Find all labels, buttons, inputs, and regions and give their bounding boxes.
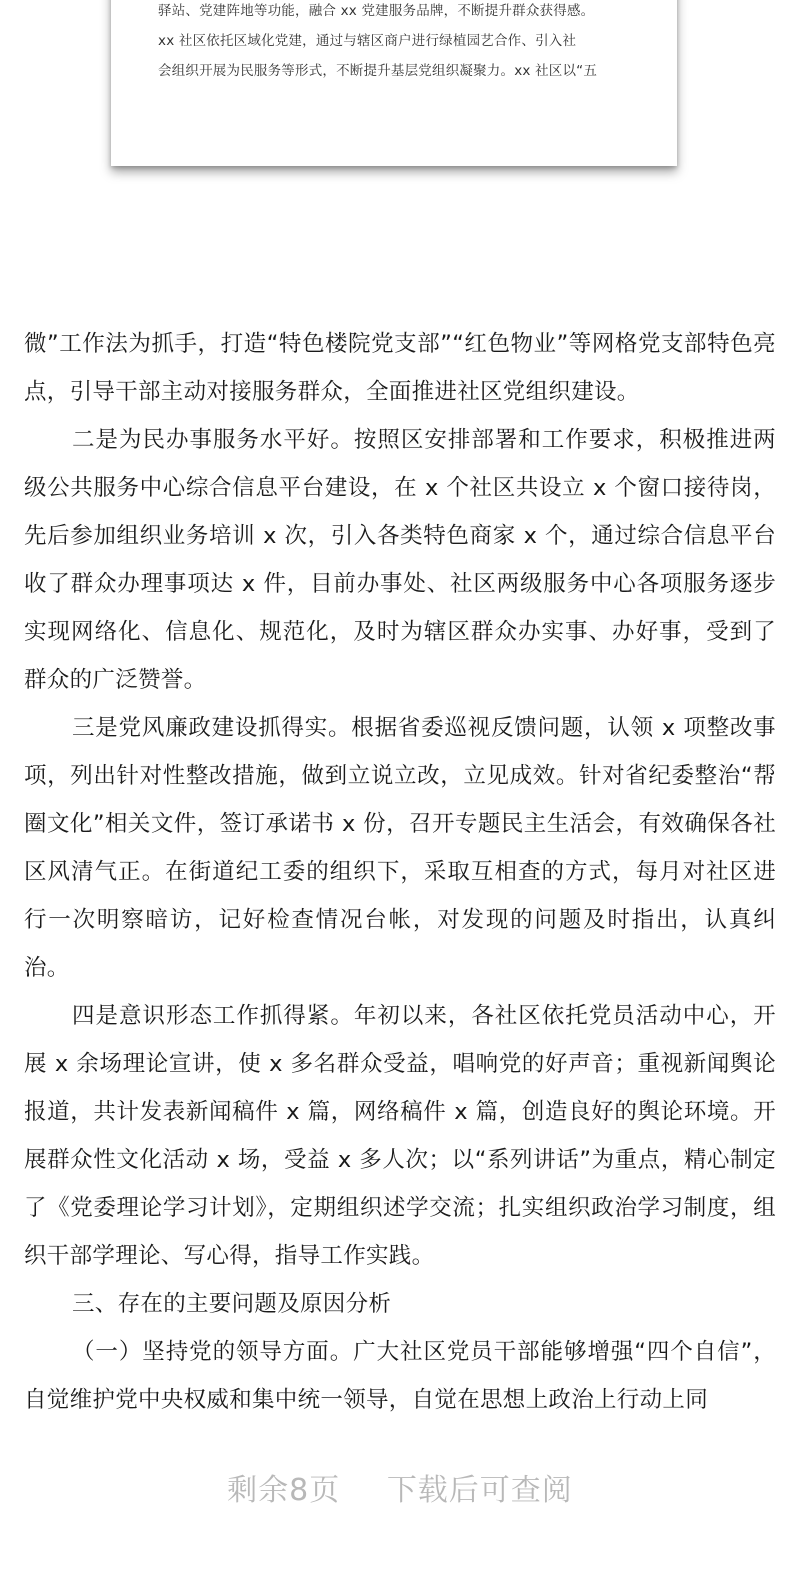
download-to-read-text[interactable]: 下载后可查阅 (386, 1473, 573, 1508)
section-heading: 三、存在的主要问题及原因分析 (72, 1291, 392, 1317)
remaining-pages-text: 剩余8页 (227, 1473, 341, 1508)
paragraph: 二是为民办事服务水平好。按照区安排部署和工作要求，积极推进两级公共服务中心综合信息平台建设，在 x 个社区共设立 x 个窗口接待岗，先后参加组织业务培训 x 次，引入各类特色商家 x 个，通过综合信息平台收了群众办理事项达 x 件，目前办事处、社区两级服务中心各项服务逐步实现网络化、信息化、规范化，及时为辖区群众办实事、办好事，受到了群众的广泛赞誉。 (24, 427, 776, 693)
preview-line: 驿站、党建阵地等功能，融合 xx 党建服务品牌，不断提升群众获得感。 (158, 3, 595, 19)
paragraph: 微”工作法为抓手，打造“特色楼院党支部”“红色物业”等网格党支部特色亮点，引导干部主动对接服务群众，全面推进社区党组织建设。 (24, 331, 776, 405)
preview-text (158, 0, 638, 86)
document-preview-card (111, 0, 677, 166)
paragraph: （一）坚持党的领导方面。广大社区党员干部能够增强“四个自信”，自觉维护党中央权威和集中统一领导，自觉在思想上政治上行动上同 (24, 1339, 776, 1413)
preview-line: 会组织开展为民服务等形式，不断提升基层党组织凝聚力。xx 社区以“五 (158, 63, 598, 79)
document-body (24, 320, 776, 1424)
paragraph: 三是党风廉政建设抓得实。根据省委巡视反馈问题，认领 x 项整改事项，列出针对性整改措施，做到立说立改，立见成效。针对省纪委整治“帮圈文化”相关文件，签订承诺书 x 份，召开专题民主生活会，有效确保各社区风清气正。在街道纪工委的组织下，采取互相查的方式，每月对社区进行一次明察暗访，记好检查情况台帐，对发现的问题及时指出，认真纠治。 (24, 715, 776, 981)
paragraph: 四是意识形态工作抓得紧。年初以来，各社区依托党员活动中心，开展 x 余场理论宣讲，使 x 多名群众受益，唱响党的好声音；重视新闻舆论报道，共计发表新闻稿件 x 篇，网络稿件 x 篇，创造良好的舆论环境。开展群众性文化活动 x 场，受益 x 多人次；以“系列讲话”为重点，精心制定了《党委理论学习计划》，定期组织述学交流；扎实组织政治学习制度，组织干部学理论、写心得，指导工作实践。 (24, 1003, 776, 1269)
download-prompt[interactable] (0, 1465, 800, 1509)
preview-line: xx 社区依托区域化党建，通过与辖区商户进行绿植园艺合作、引入社 (158, 33, 577, 49)
